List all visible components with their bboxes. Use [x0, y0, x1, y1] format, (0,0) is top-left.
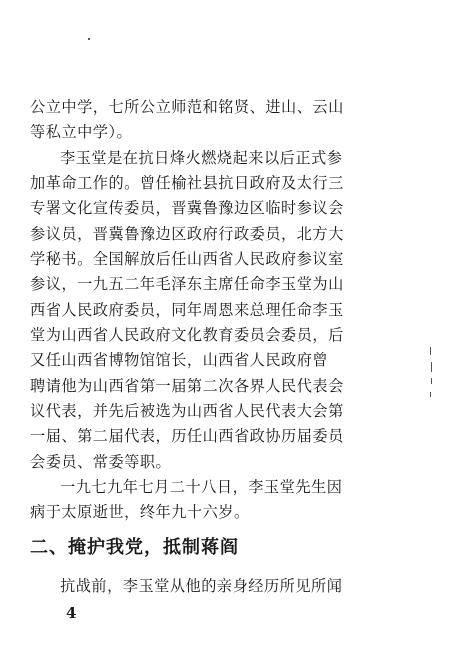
text-line: 又任山西省博物馆馆长，山西省人民政府曾 — [30, 351, 329, 369]
text-line: 会委员、常委等职。 — [30, 453, 172, 471]
text-line: 学秘书。全国解放后任山西省人民政府参议室 — [30, 250, 344, 268]
scan-speck — [431, 378, 432, 384]
text-line: 议代表，并先后被选为山西省人民代表大会第 — [30, 402, 344, 420]
section-heading: 二、掩护我党，抵制蒋阎 — [30, 537, 239, 558]
text-line: 一届、第二届代表，历任山西省政协历届委员 — [30, 427, 344, 445]
text-line: 等私立中学）。 — [30, 123, 133, 141]
text-line: 一九七九年七月二十八日，李玉堂先生因 — [60, 478, 343, 496]
text-line: 专署文化宣传委员，晋冀鲁豫边区临时参议会 — [30, 199, 344, 217]
text-line: 抗战前，李玉堂从他的亲身经历所见所闻 — [60, 577, 343, 595]
scan-speck — [431, 362, 432, 372]
page-number: 4 — [66, 604, 77, 622]
text-line: 堂为山西省人民政府文化教育委员会委员，后 — [30, 326, 344, 344]
text-line: 公立中学，七所公立师范和铭贤、进山、云山 — [30, 98, 344, 116]
text-line: 病于太原逝世，终年九十六岁。 — [30, 503, 250, 521]
text-line: 聘请他为山西省第一届第二次各界人民代表会 — [30, 377, 344, 395]
text-line: 参议员，晋冀鲁豫边区政府行政委员，北方大 — [30, 225, 344, 243]
text-line: 参议，一九五二年毛泽东主席任命李玉堂为山 — [30, 275, 344, 293]
text-line: 西省人民政府委员，同年周恩来总理任命李玉 — [30, 301, 344, 319]
text-line: 李玉堂是在抗日烽火燃烧起来以后正式参 — [60, 149, 343, 167]
scan-speck — [88, 38, 90, 40]
text-line: 加革命工作的。曾任榆社县抗日政府及太行三 — [30, 174, 344, 192]
scan-speck — [430, 347, 431, 355]
scan-speck — [430, 392, 431, 397]
